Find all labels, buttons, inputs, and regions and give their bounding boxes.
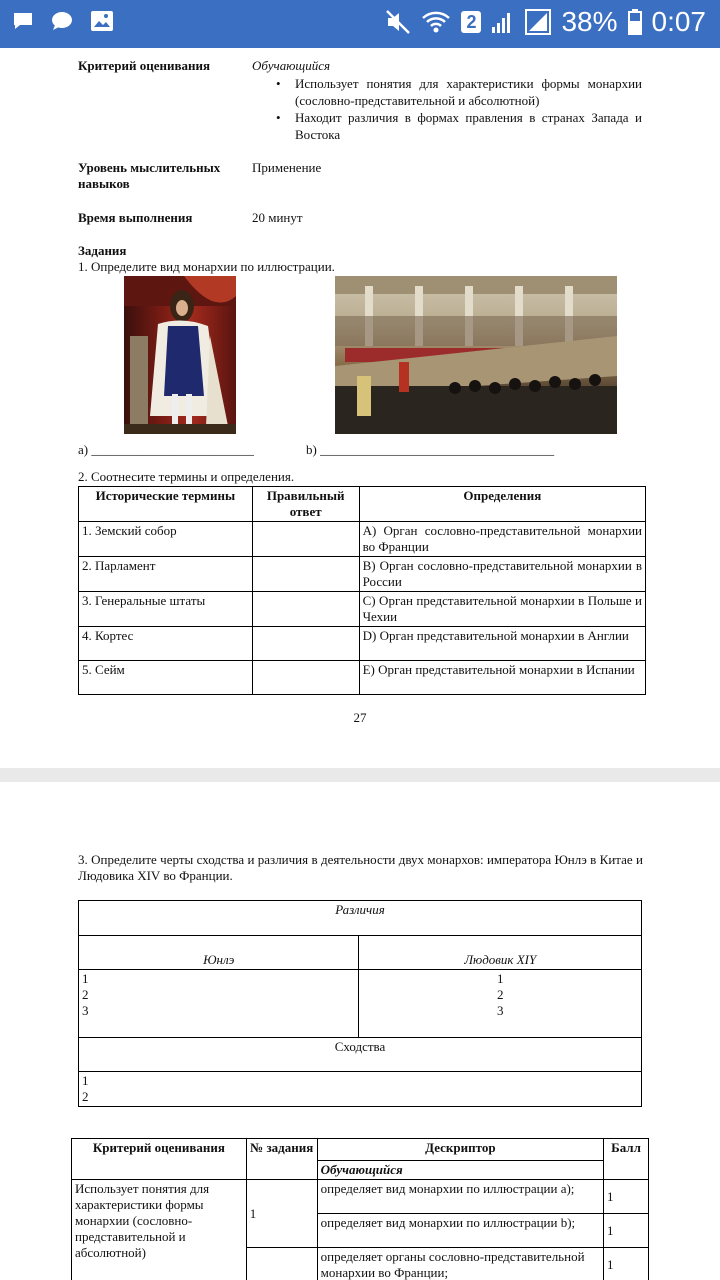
rubric-header-descriptor: Дескриптор <box>317 1139 603 1161</box>
task3-text: 3. Определите черты сходства и различия в деятельности двух монархов: императора Юнлэ в Китае и Людовика XIV во Франции. <box>78 852 643 883</box>
col-header-terms: Исторические термины <box>79 487 253 522</box>
battery-percent: 38% <box>561 6 618 37</box>
image-icon <box>90 10 114 32</box>
document-page-27 <box>0 48 720 768</box>
rubric-points: 1 <box>604 1248 649 1280</box>
similarities-cell[interactable] <box>79 1072 642 1107</box>
criteria-bullets <box>276 75 642 143</box>
table-row <box>79 627 646 661</box>
definition-cell: В) Орган сословно-представительной монархии в России <box>359 557 645 592</box>
page-number: 27 <box>353 710 367 725</box>
rubric-table <box>71 1138 649 1280</box>
sim-badge: 2 <box>461 11 481 33</box>
task1-text: 1. Определите вид монархии по иллюстрации. <box>78 259 335 274</box>
time-value: 20 минут <box>252 210 303 225</box>
list-item: 3 <box>496 1003 504 1018</box>
rubric-descriptor: определяет органы сословно-представительной монархии во Франции; <box>317 1248 603 1280</box>
list-item: 1 <box>82 971 89 986</box>
answer-cell[interactable] <box>252 661 359 695</box>
louis-cell[interactable] <box>359 970 642 1038</box>
mute-icon <box>385 9 411 35</box>
col-header-louis: Людовик XIY <box>359 936 642 970</box>
rubric-header-task: № задания <box>246 1139 317 1180</box>
criteria-bullet: • Находит различия в формах правления в странах Запада и Востока <box>276 109 642 143</box>
status-bar <box>0 0 720 48</box>
terms-table <box>78 486 646 695</box>
message-icon <box>12 10 34 32</box>
differences-header: Различия <box>79 901 642 936</box>
rubric-header-points: Балл <box>604 1139 649 1180</box>
clock: 0:07 <box>651 6 706 37</box>
col-header-definitions: Определения <box>359 487 645 522</box>
list-item: 2 <box>82 987 89 1002</box>
rubric-task-no: 1 <box>246 1180 317 1248</box>
rubric-descriptor: определяет вид монархии по иллюстрации b); <box>317 1214 603 1248</box>
task1-answer-a[interactable]: a) _________________________ <box>78 442 254 457</box>
document-page-28 <box>0 782 720 1280</box>
rubric-criterion: Использует понятия для характеристики формы монархии (сословно-представительной и абсолютной) <box>72 1180 247 1280</box>
criteria-who: Обучающийся <box>252 58 331 73</box>
signal-icon <box>491 9 515 35</box>
rubric-points: 1 <box>604 1180 649 1214</box>
assembly-painting <box>335 276 617 434</box>
answer-cell[interactable] <box>252 592 359 627</box>
list-item: 1 <box>496 971 504 986</box>
portrait-painting <box>124 276 236 434</box>
rubric-task-no-empty <box>246 1248 317 1280</box>
definition-cell: Е) Орган представительной монархии в Испании <box>359 661 645 695</box>
definition-cell: А) Орган сословно-представительной монархии во Франции <box>359 522 645 557</box>
rubric-subheader: Обучающийся <box>317 1161 603 1180</box>
table-row <box>79 661 646 695</box>
task2-text: 2. Соотнесите термины и определения. <box>78 469 295 484</box>
list-item: 3 <box>82 1003 89 1018</box>
list-item: 1 <box>82 1073 89 1088</box>
col-header-answer: Правильный ответ <box>252 487 359 522</box>
task1-answer-b[interactable]: b) ____________________________________ <box>306 442 555 457</box>
table-row <box>79 557 646 592</box>
list-item: 2 <box>496 987 504 1002</box>
answer-cell[interactable] <box>252 522 359 557</box>
definition-cell: С) Орган представительной монархии в Польше и Чехии <box>359 592 645 627</box>
answer-cell[interactable] <box>252 627 359 661</box>
page-separator <box>0 768 720 782</box>
list-item: 2 <box>82 1089 89 1104</box>
wifi-icon <box>421 9 451 35</box>
term-cell: 5. Сейм <box>79 661 253 695</box>
yongle-cell[interactable] <box>79 970 359 1038</box>
battery-icon <box>628 9 642 35</box>
term-cell: 1. Земский собор <box>79 522 253 557</box>
rubric-descriptor: определяет вид монархии по иллюстрации а); <box>317 1180 603 1214</box>
criteria-bullet: • Использует понятия для характеристики формы монархии (сословно-представительной и абсолютной) <box>276 75 642 109</box>
level-value: Применение <box>252 160 322 175</box>
signal-box-icon <box>525 9 551 35</box>
chat-bubble-icon <box>50 10 74 32</box>
level-label: Уровень мыслительных навыков <box>78 160 221 191</box>
answer-cell[interactable] <box>252 557 359 592</box>
rubric-points: 1 <box>604 1214 649 1248</box>
term-cell: 3. Генеральные штаты <box>79 592 253 627</box>
criteria-label: Критерий оценивания <box>78 58 211 73</box>
tasks-heading: Задания <box>78 243 127 258</box>
comparison-table <box>78 900 642 1107</box>
term-cell: 2. Парламент <box>79 557 253 592</box>
table-row <box>79 592 646 627</box>
similarities-header: Сходства <box>79 1038 642 1072</box>
time-label: Время выполнения <box>78 210 193 225</box>
table-row <box>79 522 646 557</box>
term-cell: 4. Кортес <box>79 627 253 661</box>
rubric-header-criterion: Критерий оценивания <box>72 1139 247 1180</box>
definition-cell: D) Орган представительной монархии в Англии <box>359 627 645 661</box>
col-header-yongle: Юнлэ <box>79 936 359 970</box>
